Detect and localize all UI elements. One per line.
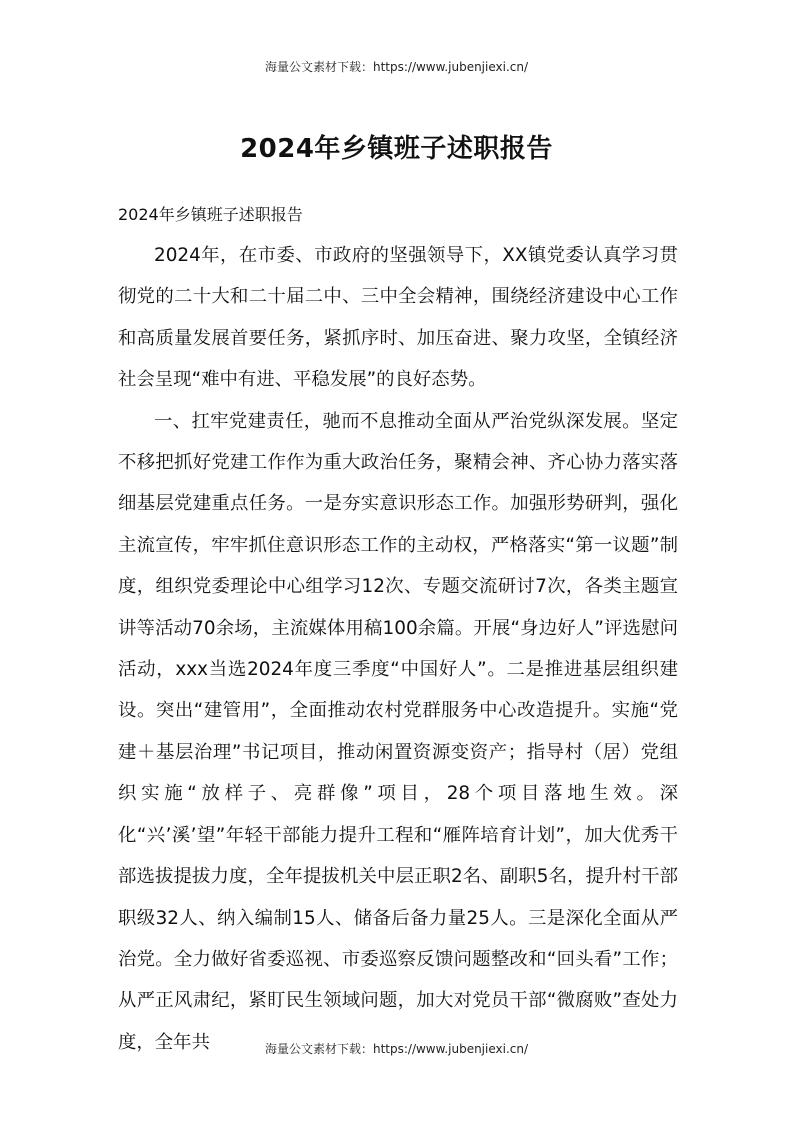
document-title: 2024年乡镇班子述职报告	[240, 134, 553, 164]
footer-source-note: 海量公文素材下载：https://www.jubenjiexi.cn/	[264, 1042, 529, 1056]
document-subtitle: 2024年乡镇班子述职报告	[118, 205, 303, 224]
header-source-note: 海量公文素材下载：https://www.jubenjiexi.cn/	[264, 60, 529, 74]
document-body	[118, 235, 678, 1063]
paragraph-intro: 2024年，在市委、市政府的坚强领导下，XX镇党委认真学习贯彻党的二十大和二十届二中、三中全会精神，围绕经济建设中心工作和高质量发展首要任务，紧抓序时、加压奋进、聚力攻坚，全镇经济社会呈现“难中有进、平稳发展”的良好态势。	[118, 245, 678, 391]
paragraph-section-one: 一、扛牢党建责任，驰而不息推动全面从严治党纵深发展。坚定不移把抓好党建工作作为重大政治任务，聚精会神、齐心协力落实落细基层党建重点任务。一是夯实意识形态工作。加强形势研判，强化主流宣传，牢牢抓住意识形态工作的主动权，严格落实“第一议题”制度，组织党委理论中心组学习12次、专题交流研讨7次，各类主题宣讲等活动70余场，主流媒体用稿100余篇。开展“身边好人”评选慰问活动，xxx当选2024年度三季度“中国好人”。二是推进基层组织建设。突出“建管用”，全面推动农村党群服务中心改造提升。实施“党建＋基层治理”书记项目，推动闲置资源变资产；指导村（居）党组织实施“放样子、亮群像”项目，28个项目落地生效。深化“兴’溪’望”年轻干部能力提升工程和“雁阵培育计划”，加大优秀干部选拔提拔力度，全年提拔机关中层正职2名、副职5名，提升村干部职级32人、纳入编制15人、储备后备力量25人。三是深化全面从严治党。全力做好省委巡视、市委巡察反馈问题整改和“回头看”工作；从严正风肃纪，紧盯民生领域问题，加大对党员干部“微腐败”查处力度，全年共	[118, 410, 678, 1053]
